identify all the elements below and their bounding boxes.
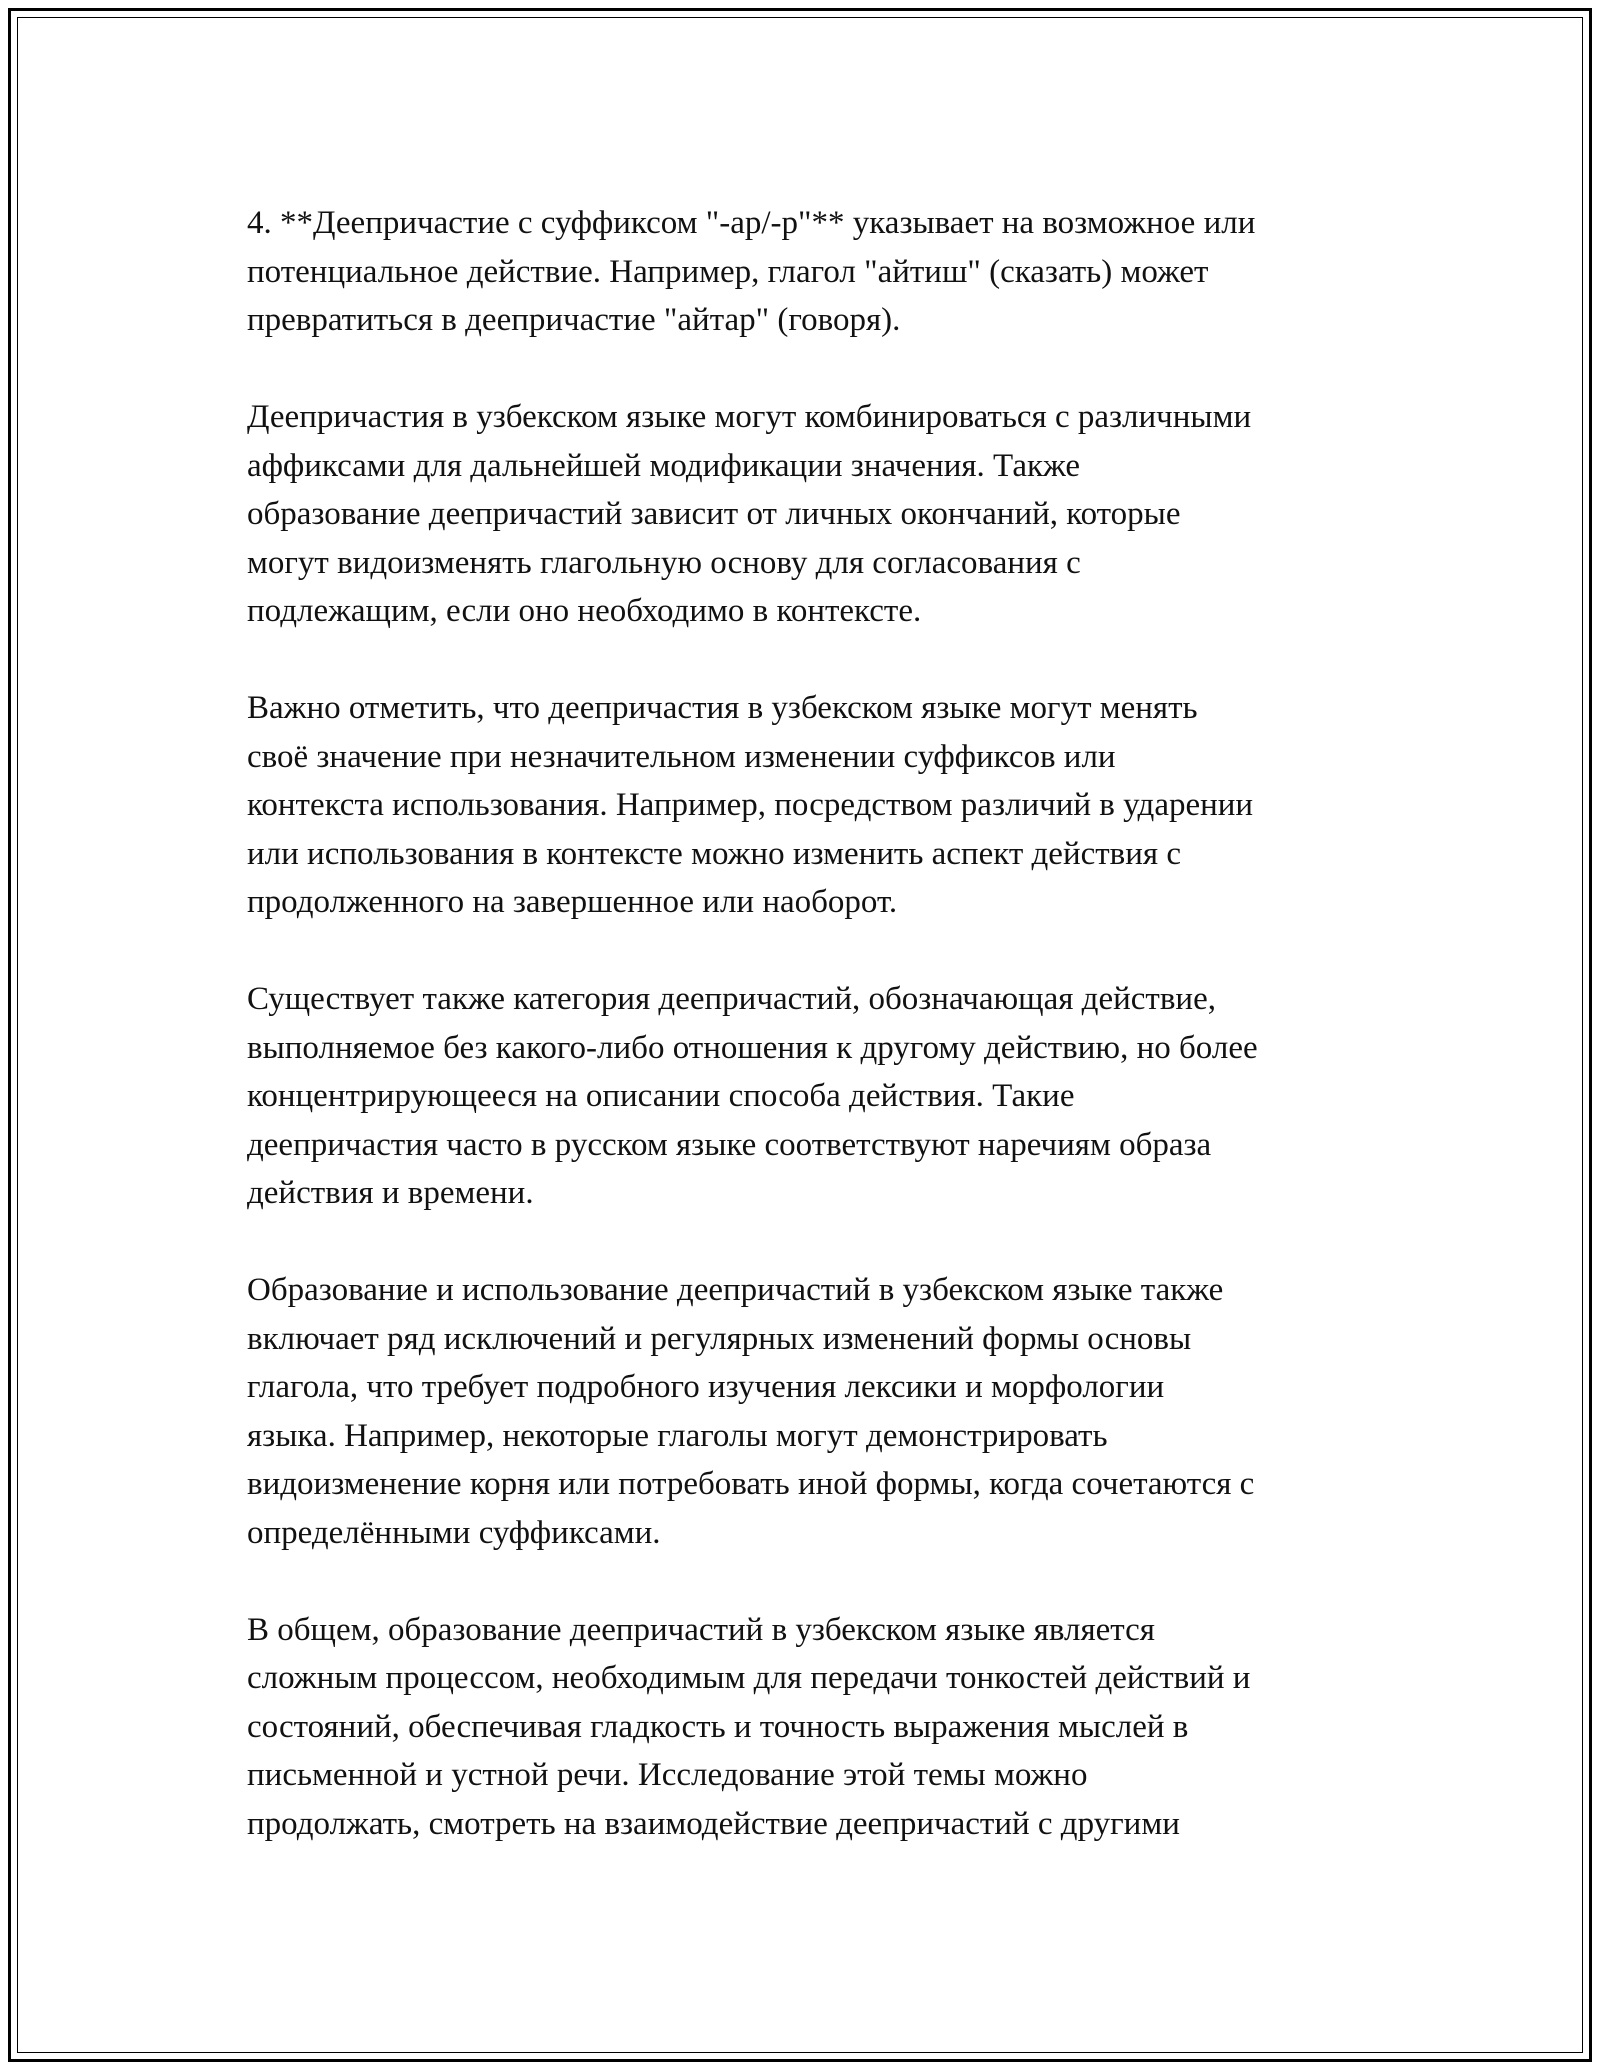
paragraph-exceptions: Образование и использование деепричастий в узбекском языке также включает ряд исключений и регулярных изменений формы основы глагола, что требует подробного изучения лексики и морфологии языка. Например, некоторые глаголы могут демонстрировать видоизменение корня или потребовать иной формы, когда сочетаются с определёнными суффиксами. <box>247 1272 1255 1551</box>
paragraph-manner-category: Существует также категория деепричастий, обозначающая действие, выполняемое без какого-либо отношения к другому действию, но более концентрирующееся на описании способа действия. Такие деепричастия часто в русском языке соответствуют наречиям образа действия и времени. <box>247 981 1258 1211</box>
paragraph-verbal-adverb-ar-suffix: 4. **Деепричастие с суффиксом "-ар/-р"** указывает на возможное или потенциальное действие. Например, глагол "айтиш" (сказать) может превратиться в деепричастие "айтар" (говоря). <box>247 205 1256 338</box>
document-body <box>247 199 1387 1848</box>
paragraph-summary: В общем, образование деепричастий в узбекском языке является сложным процессом, необходимым для передачи тонкостей действий и состояний, обеспечивая гладкость и точность выражения мыслей в письменной и устной речи. Исследование этой темы можно продолжать, смотреть на взаимодействие деепричастий с другими <box>247 1611 1251 1842</box>
paragraph-affix-combination: Деепричастия в узбекском языке могут комбинироваться с различными аффиксами для дальнейшей модификации значения. Также образование деепричастий зависит от личных окончаний, которые могут видоизменять глагольную основу для согласования с подлежащим, если оно необходимо в контексте. <box>247 399 1252 629</box>
document-page <box>8 8 1592 2062</box>
paragraph-meaning-change: Важно отметить, что деепричастия в узбекском языке могут менять своё значение при незначительном изменении суффиксов или контекста использования. Например, посредством различий в ударении или использования в контексте можно изменить аспект действия с продолженного на завершенное или наоборот. <box>247 690 1254 920</box>
